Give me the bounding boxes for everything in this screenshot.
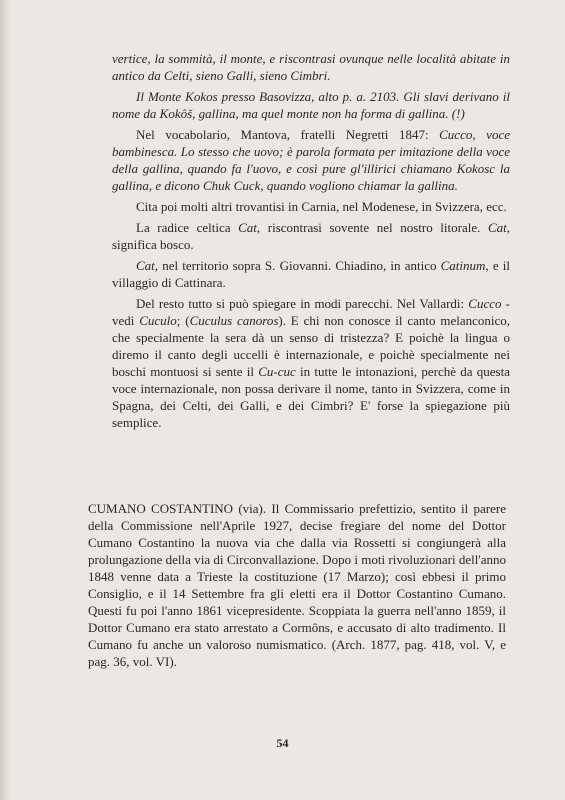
italic-term: Cu-cuc bbox=[258, 364, 296, 379]
page-gutter-shadow bbox=[0, 0, 10, 800]
paragraph-cat-territorio bbox=[112, 257, 510, 291]
text-span: , riscontrasi sovente nel nostro litorale. bbox=[256, 220, 488, 235]
entry-cumano-costantino bbox=[88, 500, 506, 670]
italic-term: Cuculus canoros bbox=[189, 313, 279, 328]
continuation-text bbox=[112, 50, 510, 435]
text-span: , e il villaggio di Cattinara. bbox=[112, 258, 510, 290]
paragraph-radice-celtica bbox=[112, 219, 510, 253]
text-span: - vedi bbox=[112, 296, 510, 328]
italic-term: Cucco bbox=[468, 296, 502, 311]
entry-heading: CUMANO COSTANTINO bbox=[88, 501, 234, 516]
text-span: , significa bosco. bbox=[112, 220, 510, 252]
page-number: 54 bbox=[276, 736, 289, 750]
paragraph-del-resto bbox=[112, 295, 510, 431]
vocabolario-quote: Cucco, voce bambinesca. Lo stesso che uovo; è parola formata per imitazione della voce della gallina, quando fa l'uovo, e così pure gl'illirici chiamano Kokosc la gallina, e dicono Chuk Cuck, quando vogliono chiamar la gallina. bbox=[112, 127, 510, 193]
entry-text: (via). Il Commissario prefettizio, sentito il parere della Commissione nell'Aprile 1927, decise fregiare del nome del Dottor Cumano Costantino la nuova via che dalla via Rossetti si congiungerà alla prolungazione della via di Circonvallazione. Dopo i moti rivoluzionari dell'anno 1848 venne data a Trieste la costituzione (17 Marzo); così ebbesi il primo Consiglio, e il 14 Settembre fra gli eletti era il Dottor Costantino Cumano. Questi fu poi l'anno 1861 vicepresidente. Scoppiata la guerra nell'anno 1859, il Dottor Cumano era stato arrestato a Cormôns, e accusato di alto tradimento. Il Cumano fu anche un valoroso numismatico. (Arch. 1877, pag. 418, vol. V, e pag. 36, vol. VI). bbox=[88, 501, 506, 669]
text-span: , nel territorio sopra S. Giovanni. Chiadino, in antico bbox=[154, 258, 441, 273]
italic-term: Cat bbox=[238, 220, 257, 235]
italic-term: Catinum bbox=[440, 258, 486, 273]
paragraph-vocabolario bbox=[112, 126, 510, 194]
text-span: Del resto tutto si può spiegare in modi parecchi. Nel Vallardi: bbox=[136, 296, 469, 311]
text-span: ). E chi non conosce il canto melanconico, che specialmente la sera dà un senso di tristezza? E poichè la lingua o diremo il canto degli uccelli è internazionale, e poichè specialmente nei boschi montuosi si sente il bbox=[112, 313, 510, 379]
text-span: La radice celtica bbox=[136, 220, 239, 235]
italic-term: Cuculo bbox=[139, 313, 177, 328]
vocabolario-source: Nel vocabolario, Mantova, fratelli Negretti 1847: bbox=[136, 127, 440, 142]
italic-term: Cat bbox=[487, 220, 507, 235]
paragraph-cita: Cita poi molti altri trovantisi in Carnia, nel Modenese, in Svizzera, ecc. bbox=[136, 199, 507, 214]
paragraph-vertice: vertice, la sommità, il monte, e riscontrasi ovunque nelle località abitate in antico da Celti, sieno Galli, sieno Cimbri. bbox=[112, 51, 510, 83]
paragraph-monte-kokos: Il Monte Kokos presso Basovizza, alto p. a. 2103. Gli slavi derivano il nome da Kokôš, gallina, ma quel monte non ha forma di gallina. (!) bbox=[112, 89, 510, 121]
text-span: in tutte le intonazioni, perchè da questa voce internazionale, non possa derivare il nome, tanto in Svizzera, come in Spagna, dei Celti, dei Galli, e dei Cimbri? E' forse la spiegazione più semplice. bbox=[112, 364, 510, 430]
text-span: ; ( bbox=[176, 313, 190, 328]
italic-term: Cat bbox=[136, 258, 155, 273]
